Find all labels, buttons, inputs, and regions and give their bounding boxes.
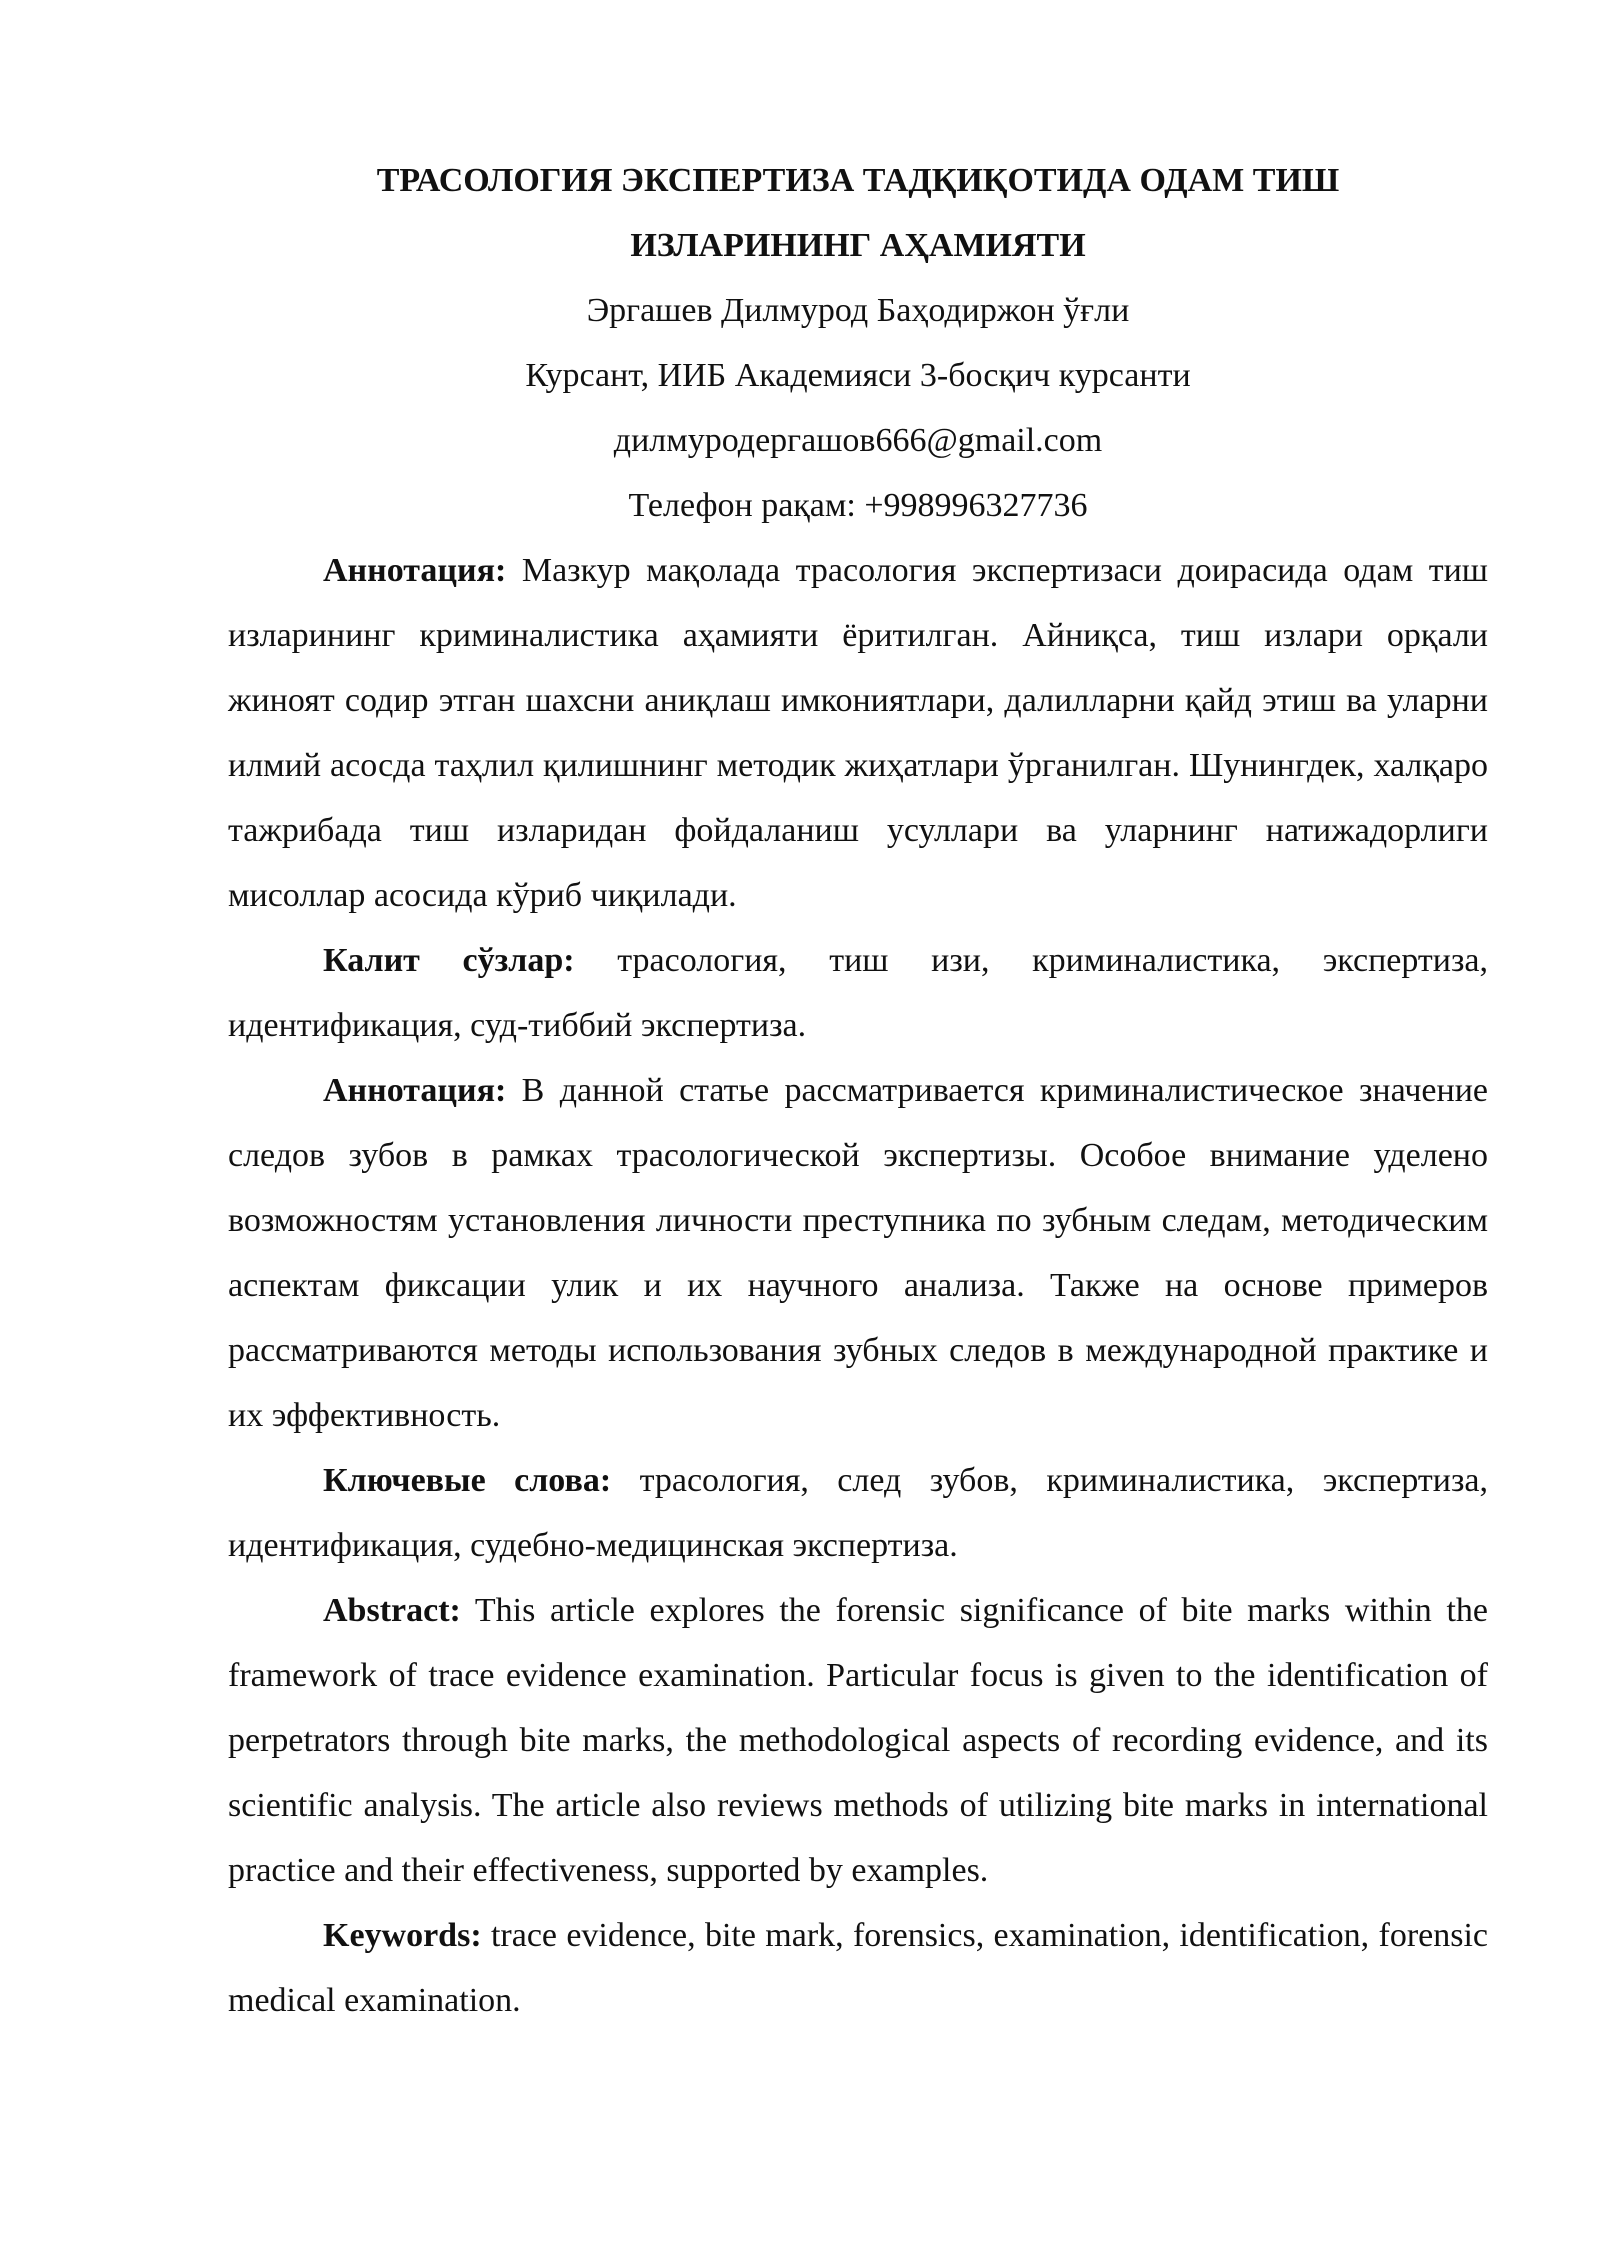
author-email: дилмуродергашов666@gmail.com: [613, 422, 1103, 459]
article-title-line-1: ТРАСОЛОГИЯ ЭКСПЕРТИЗА ТАДҚИҚОТИДА ОДАМ ТИШ: [376, 162, 1340, 199]
annotation-ru-text: В данной статье рассматривается криминалистическое значение следов зубов в рамках трасологической экспертизы. Особое внимание уделено возможностям установления личности преступника по зубным следам, методическим аспектам фиксации улик и их научного анализа. Также на основе примеров рассматриваются методы использования зубных следов в международной практике и их эффективность.: [228, 1072, 1488, 1434]
keywords-ru-label: Ключевые слова:: [323, 1462, 612, 1499]
abstract-en: [228, 1578, 1488, 1903]
author-name: Эргашев Дилмурод Баҳодиржон ўғли: [586, 292, 1130, 329]
keywords-uz: [228, 928, 1488, 1058]
annotation-uz-label: Аннотация:: [323, 552, 507, 589]
article-title: [228, 148, 1488, 278]
author-phone: Телефон рақам: +998996327736: [628, 487, 1088, 524]
author-info: [228, 278, 1488, 538]
annotation-ru-label: Аннотация:: [323, 1072, 507, 1109]
abstract-en-label: Abstract:: [323, 1592, 461, 1629]
keywords-uz-text: трасология, тиш изи, криминалистика, экспертиза, идентификация, суд-тиббий экспертиза.: [228, 942, 1488, 1044]
keywords-ru-text: трасология, след зубов, криминалистика, экспертиза, идентификация, судебно-медицинская экспертиза.: [228, 1462, 1488, 1564]
keywords-en-text: trace evidence, bite mark, forensics, examination, identification, forensic medical examination.: [228, 1917, 1488, 2019]
annotation-uz-text: Мазкур мақолада трасология экспертизаси доирасида одам тиш изларининг криминалистика аҳамияти ёритилган. Айниқса, тиш излари орқали жиноят содир этган шахсни аниқлаш имкониятлари, далилларни қайд этиш ва уларни илмий асосда таҳлил қилишнинг методик жиҳатлари ўрганилган. Шунингдек, халқаро тажрибада тиш изларидан фойдаланиш усуллари ва уларнинг натижадорлиги мисоллар асосида кўриб чиқилади.: [228, 552, 1488, 914]
annotation-ru: [228, 1058, 1488, 1448]
keywords-en-label: Keywords:: [323, 1917, 482, 1954]
annotation-uz: [228, 538, 1488, 928]
article-title-line-2: ИЗЛАРИНИНГ АҲАМИЯТИ: [630, 227, 1086, 264]
keywords-en: [228, 1903, 1488, 2033]
document-page: [228, 148, 1488, 2033]
keywords-ru: [228, 1448, 1488, 1578]
abstract-en-text: This article explores the forensic significance of bite marks within the framework of trace evidence examination. Particular focus is given to the identification of perpetrators through bite marks, the methodological aspects of recording evidence, and its scientific analysis. The article also reviews methods of utilizing bite marks in international practice and their effectiveness, supported by examples.: [228, 1592, 1488, 1889]
author-position: Курсант, ИИБ Академияси 3-босқич курсанти: [525, 357, 1191, 394]
keywords-uz-label: Калит сўзлар:: [323, 942, 575, 979]
